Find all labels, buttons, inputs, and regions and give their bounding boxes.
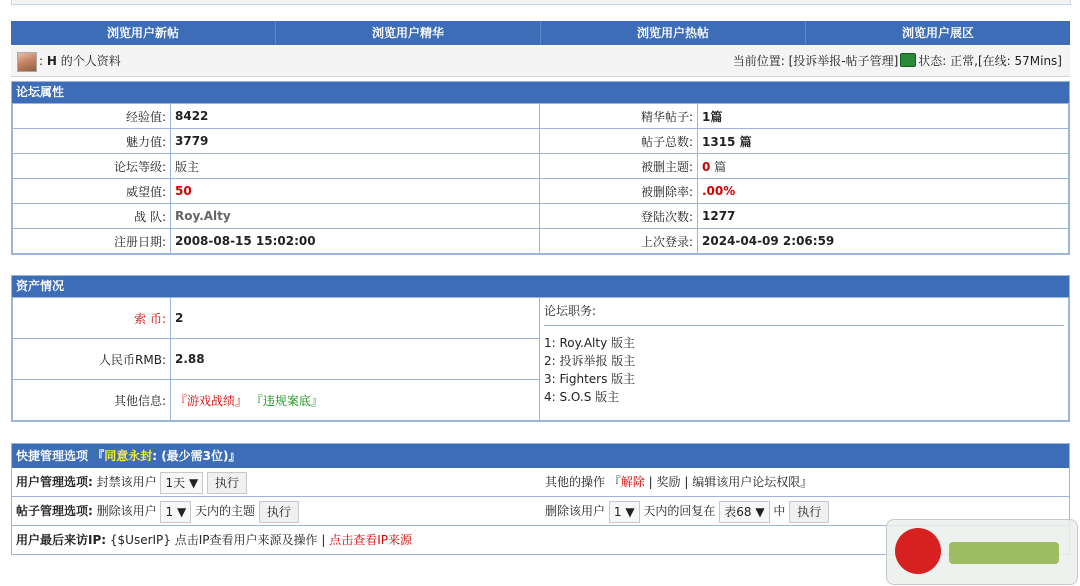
nav-essence-posts[interactable]: 浏览用户精华 — [276, 21, 541, 45]
total-posts-label: 帖子总数: — [540, 129, 698, 154]
forum-attributes-panel — [11, 81, 1070, 255]
duty-label: 论坛职务: — [544, 302, 1064, 326]
ban-days-select[interactable]: 1天 ▼ — [160, 472, 203, 494]
reward-link[interactable]: 奖励 — [656, 475, 681, 489]
table-row — [13, 229, 1069, 254]
assets-table — [12, 297, 1069, 421]
team-label: 战 队: — [13, 204, 171, 229]
quick-manage-hint: : (最少需3位) — [152, 449, 229, 463]
charm-value: 3779 — [171, 129, 540, 154]
delete-user-text-2: 删除该用户 — [545, 504, 606, 518]
table-row — [13, 179, 1069, 204]
delete-replies-execute-button[interactable]: 执行 — [789, 501, 829, 523]
register-date-label: 注册日期: — [13, 229, 171, 254]
coin-label: 索 币: — [13, 298, 171, 339]
user-manage-label: 用户管理选项: — [16, 475, 93, 489]
other-info-label: 其他信息: — [13, 380, 171, 421]
deleted-topics-unit: 篇 — [710, 159, 727, 174]
chevron-down-icon: ▼ — [176, 504, 187, 519]
other-ops-label: 其他的操作 — [545, 475, 606, 489]
post-days-suffix: 天内的主题 — [195, 504, 256, 518]
edit-permission-link[interactable]: 编辑该用户论坛权限 — [692, 475, 801, 489]
current-location: 当前位置: [投诉举报-帖子管理] — [732, 54, 899, 68]
assets-header: 资产情况 — [12, 276, 1069, 297]
site-watermark-logo — [886, 519, 1078, 585]
exp-label: 经验值: — [13, 104, 171, 129]
reply-days-select[interactable]: 1 ▼ — [609, 501, 640, 523]
logo-wordmark-icon — [949, 542, 1059, 564]
profile-bar — [11, 46, 1070, 77]
coin-value: 2 — [171, 298, 540, 339]
table-row — [13, 298, 1069, 339]
ip-source-link[interactable]: 点击查看IP来源 — [329, 533, 412, 547]
deleted-topics-count: 0 — [702, 159, 711, 174]
exp-value: 8422 — [171, 104, 540, 129]
delete-topics-execute-button[interactable]: 执行 — [259, 501, 299, 523]
last-ip-row: 用户最后来访IP: {$UserIP} 点击IP查看用户来源及操作 | 点击查看IP来源 — [16, 533, 412, 547]
forum-duties — [540, 298, 1069, 421]
forum-attributes-header: 论坛属性 — [12, 82, 1069, 103]
level-value: 版主 — [171, 154, 540, 179]
duty-item: 4: S.O.S 版主 — [544, 390, 620, 404]
other-info-value: 『游戏战绩』 『违规案底』 — [171, 380, 540, 421]
prestige-label: 威望值: — [13, 179, 171, 204]
post-manage-label: 帖子管理选项: — [16, 504, 93, 518]
chevron-down-icon: ▼ — [755, 504, 765, 519]
charm-label: 魅力值: — [13, 129, 171, 154]
deleted-topics-value — [698, 154, 1069, 179]
reply-suffix: 中 — [773, 504, 786, 518]
user-manage-row: 用户管理选项: 封禁该用户 1天 ▼ 执行 其他的操作 『解除 | 奖励 | 编辑该用户论坛权限』 — [12, 468, 1069, 497]
table-row — [13, 154, 1069, 179]
table-select[interactable]: 表68 ▼ — [719, 501, 769, 523]
profile-suffix: 的个人资料 — [56, 54, 121, 68]
login-count-label: 登陆次数: — [540, 204, 698, 229]
attributes-table — [12, 103, 1069, 254]
delete-rate-value: .00% — [698, 179, 1069, 204]
post-days-select[interactable]: 1 ▼ — [160, 501, 191, 523]
last-login-value: 2024-04-09 2:06:59 — [698, 229, 1069, 254]
duty-item: 1: Roy.Alty 版主 — [544, 336, 636, 350]
login-count-value: 1277 — [698, 204, 1069, 229]
ban-execute-button[interactable]: 执行 — [207, 472, 247, 494]
nav-new-posts[interactable]: 浏览用户新帖 — [11, 21, 276, 45]
last-login-label: 上次登录: — [540, 229, 698, 254]
essence-label: 精华帖子: — [540, 104, 698, 129]
logo-circle-icon — [895, 528, 941, 574]
nav-bar — [11, 21, 1070, 45]
table-row — [13, 204, 1069, 229]
duty-item: 2: 投诉举报 版主 — [544, 354, 636, 368]
total-posts-value: 1315 篇 — [698, 129, 1069, 154]
ip-hint: 点击IP查看用户来源及操作 — [174, 533, 318, 547]
online-status-icon — [900, 53, 916, 67]
level-label: 论坛等级: — [13, 154, 171, 179]
rmb-label: 人民币RMB: — [13, 339, 171, 380]
prestige-value: 50 — [171, 179, 540, 204]
online-status: 状态: 正常,[在线: 57Mins] — [918, 54, 1062, 68]
chevron-down-icon: ▼ — [188, 475, 199, 490]
location-status — [733, 46, 1062, 76]
profile-name: H — [46, 54, 57, 68]
reply-days-mid: 天内的回复在 — [643, 504, 716, 518]
deleted-topics-label: 被删主题: — [540, 154, 698, 179]
unlock-link[interactable]: 解除 — [620, 475, 645, 489]
delete-user-text: 删除该用户 — [96, 504, 157, 518]
table-row — [13, 129, 1069, 154]
table-row — [13, 104, 1069, 129]
permanent-ban-link[interactable]: 同意永封 — [104, 449, 153, 463]
nav-hot-posts[interactable]: 浏览用户热帖 — [541, 21, 806, 45]
profile-title: : H 的个人资料 — [39, 54, 121, 68]
chevron-down-icon: ▼ — [625, 504, 635, 519]
avatar[interactable] — [17, 52, 37, 72]
quick-manage-header: 快捷管理选项 『同意永封: (最少需3位)』 — [12, 444, 1069, 468]
register-date-value: 2008-08-15 15:02:00 — [171, 229, 540, 254]
top-strip — [11, 0, 1071, 5]
quick-manage-title: 快捷管理选项 — [16, 449, 89, 463]
last-ip-label: 用户最后来访IP: — [16, 533, 107, 547]
violation-record-link[interactable]: 违规案底 — [262, 393, 311, 408]
nav-showcase[interactable]: 浏览用户展区 — [901, 26, 974, 40]
ban-user-text: 封禁该用户 — [96, 475, 157, 489]
delete-rate-label: 被删除率: — [540, 179, 698, 204]
rmb-value: 2.88 — [171, 339, 540, 380]
game-record-link[interactable]: 游戏战绩 — [187, 393, 236, 408]
assets-panel — [11, 275, 1070, 422]
essence-value: 1篇 — [698, 104, 1069, 129]
team-value[interactable]: Roy.Alty — [171, 204, 540, 229]
duty-item: 3: Fighters 版主 — [544, 372, 636, 386]
ip-value[interactable]: {$UserIP} — [109, 533, 171, 547]
